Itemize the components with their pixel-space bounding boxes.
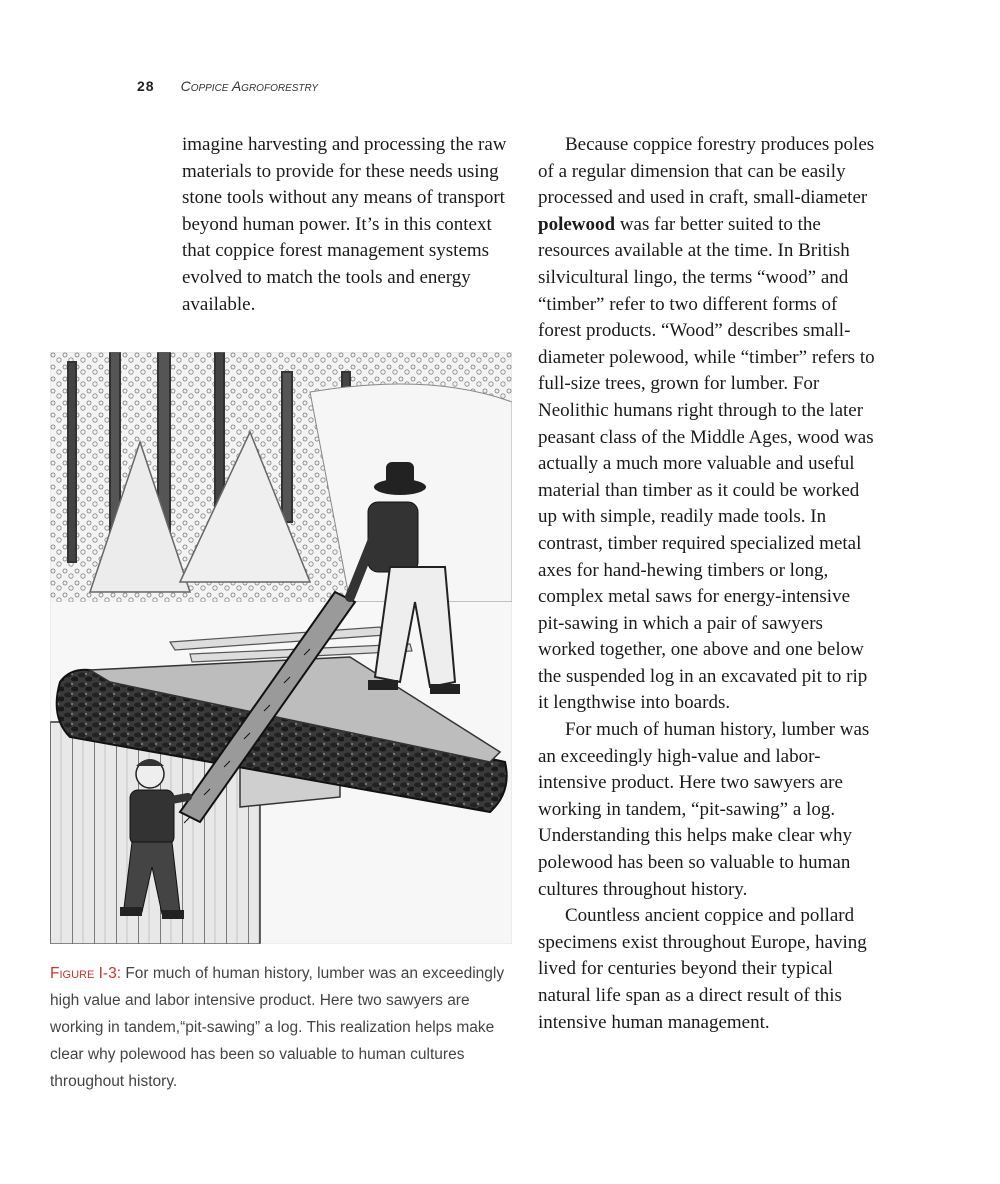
right-column-text (538, 132, 878, 1036)
right-paragraph-1 (538, 132, 878, 717)
right-paragraph-2: For much of human history, lumber was an exceedingly high-value and labor-intensive product. Here two sawyers are working in tandem, “pit-sawing” a log. Understanding this helps make clear why polewood has been so valuable to human cultures throughout history. (538, 719, 870, 900)
p1-bold-term: polewood (538, 213, 616, 235)
pit-sawing-illustration (50, 352, 512, 944)
left-column-text (182, 132, 512, 318)
right-paragraph-3: Countless ancient coppice and pollard specimens exist throughout Europe, having lived for centuries beyond their typical natural life span as a direct result of this intensive human management. (538, 905, 867, 1033)
figure-label: Figure I-3: (50, 965, 122, 982)
page-number: 28 (137, 78, 155, 94)
running-title: Coppice Agroforestry (180, 78, 319, 94)
left-paragraph: imagine harvesting and processing the raw materials to provide for these needs using stone tools without any means of transport beyond human power. It’s in this context that coppice forest management systems evolved to match the tools and energy available. (182, 134, 507, 315)
figure-caption (50, 960, 512, 1095)
p1-text-a: Because coppice forestry produces poles of a regular dimension that can be easily processed and used in craft, small-diameter (538, 134, 875, 209)
figure-caption-text: For much of human history, lumber was an exceedingly high value and labor intensive product. Here two sawyers are working in tandem,“pit-sawing” a log. This realization helps make clear why polewood has been so valuable to human cultures throughout history. (50, 965, 505, 1090)
p1-text-b: was far better suited to the resources available at the time. In British silvicultural lingo, the terms “wood” and “timber” refer to two different forms of forest products. “Wood” describes small-diameter polewood, while “timber” refers to full-size trees, grown for lumber. For Neolithic humans right through to the later peasant class of the Middle Ages, wood was actually a much more valuable and useful material than timber as it could be worked up with simple, readily made tools. In contrast, timber required specialized metal axes for hand-hewing timbers or long, complex metal saws for energy-intensive pit-sawing in which a pair of sawyers worked together, one above and one below the suspended log in an excavated pit to rip it lengthwise into boards. (538, 213, 875, 714)
page-header (137, 78, 318, 100)
